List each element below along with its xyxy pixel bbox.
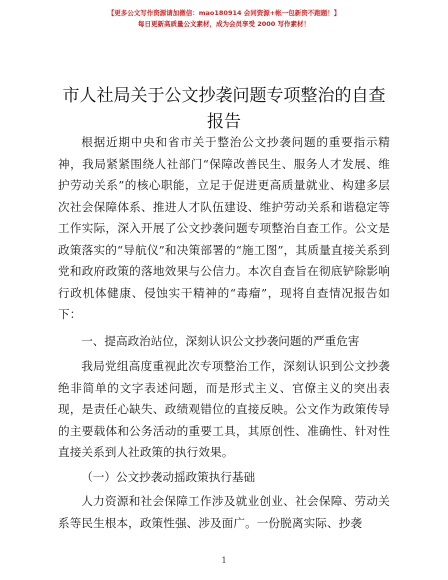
subsection-1-paragraph: 人力资源和社会保障工作涉及就业创业、社会保障、劳动关系等民生根本，政策性强、涉及面广。一份脱离实际、抄袭 — [58, 494, 390, 530]
section-1-paragraph: 我局党组高度重视此次专项整治工作，深刻认识到公文抄袭绝非简单的文字表述问题，而是形式主义、官僚主义的突出表现，是责任心缺失、政绩观错位的直接反映。公文作为政策传导的主要载体和公务活动的重要工具，其原创性、准确性、针对性直接关系到人社政策的执行效果。 — [58, 359, 390, 459]
section-heading-1: 一、提高政治站位，深刻认识公文抄袭问题的严重危害 — [81, 333, 360, 348]
promo-banner-line-1: 【更多公文写作资源请加微信：mao180914 会同资源+帐一包新资不跑题！】 — [107, 9, 341, 17]
promo-banner-line-2: 每日更新高质量公文素材，成为会员享受 2000 写作素材！ — [137, 20, 311, 28]
subsection-heading-1: （一）公文抄袭动摇政策执行基础 — [81, 469, 256, 484]
document-title: 市人社局关于公文抄袭问题专项整治的自查报告 — [62, 86, 386, 132]
intro-paragraph: 根据近期中央和省市关于整治公文抄袭问题的重要指示精神，我局紧紧围绕人社部门“保障改善民生、服务人才发展、维护劳动关系”的核心职能，立足于促进更高质量就业、构建多层次社会保障体系、推进人才队伍建设、维护劳动关系和谐稳定等工作实际，深入开展了公文抄袭问题专项整治自查工作。公文是政策落实的“导航仪”和决策部署的“施工图”，其质量直接关系到党和政府政策的落地效果与公信力。本次自查旨在彻底铲除影响行政机体健康、侵蚀实干精神的“毒瘤”，现将自查情况报告如下： — [58, 135, 390, 321]
page-number: 1 — [221, 556, 227, 565]
promo-banner — [0, 8, 448, 30]
document-body — [58, 132, 390, 534]
